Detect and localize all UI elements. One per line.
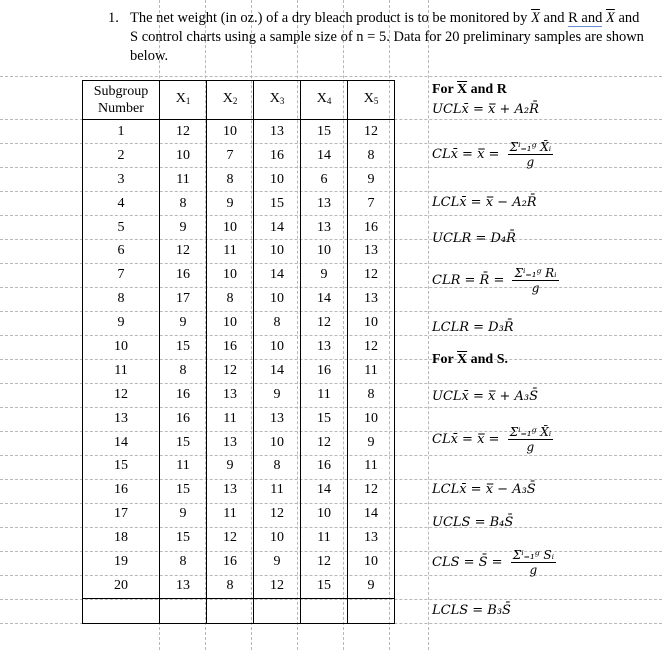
cl-s: CLS = S̄ = $\frac{\text{Σⁱ₌₁ᵍ Sᵢ}}{g}$	[432, 548, 555, 577]
value-cell: 14	[301, 287, 348, 311]
table-row	[83, 335, 395, 359]
value-cell: 10	[207, 216, 254, 240]
value-cell: 10	[207, 311, 254, 335]
value-cell: 13	[254, 407, 301, 431]
value-cell: 8	[160, 192, 207, 216]
empty-cell	[207, 598, 254, 623]
value-cell: 8	[348, 144, 395, 168]
table-row	[83, 263, 395, 287]
value-cell: 12	[301, 550, 348, 574]
subgroup-number-cell: 18	[83, 526, 160, 550]
table-body	[83, 120, 395, 624]
value-cell: 16	[301, 454, 348, 478]
value-cell: 14	[301, 144, 348, 168]
value-cell: 12	[207, 359, 254, 383]
value-cell: 10	[254, 287, 301, 311]
value-cell: 9	[348, 168, 395, 192]
table-row	[83, 431, 395, 455]
subgroup-number-cell: 8	[83, 287, 160, 311]
table-row	[83, 502, 395, 526]
value-cell: 8	[348, 383, 395, 407]
cl-r: CLR = R̄ = $\frac{\text{Σⁱ₌₁ᵍ Rᵢ}}{g}$	[432, 266, 557, 295]
problem-number: 1.	[108, 10, 119, 26]
xr-heading: For $\overline{X}$ and R	[432, 82, 507, 97]
value-cell: 12	[348, 120, 395, 144]
table-row	[83, 192, 395, 216]
subgroup-number-cell: 2	[83, 144, 160, 168]
value-cell: 15	[160, 335, 207, 359]
header-x5: $X_5$	[348, 81, 395, 120]
value-cell: 13	[207, 478, 254, 502]
value-cell: 9	[348, 431, 395, 455]
value-cell: 9	[160, 502, 207, 526]
value-cell: 10	[348, 311, 395, 335]
table-row	[83, 359, 395, 383]
value-cell: 12	[254, 574, 301, 598]
value-cell: 12	[301, 431, 348, 455]
value-cell: 10	[254, 526, 301, 550]
value-cell: 8	[254, 454, 301, 478]
subgroup-number-cell: 5	[83, 216, 160, 240]
value-cell: 7	[207, 144, 254, 168]
table-row	[83, 454, 395, 478]
value-cell: 12	[160, 239, 207, 263]
value-cell: 11	[160, 454, 207, 478]
value-cell: 11	[301, 383, 348, 407]
table-row	[83, 216, 395, 240]
value-cell: 14	[348, 502, 395, 526]
value-cell: 11	[207, 502, 254, 526]
value-cell: 12	[301, 311, 348, 335]
table-row	[83, 550, 395, 574]
lcl-xbar-s: LCLx̄ = x̿ − A₃S̄	[432, 482, 536, 497]
ucl-s: UCLS = B₄S̄	[432, 515, 514, 530]
value-cell: 13	[348, 239, 395, 263]
value-cell: 15	[160, 526, 207, 550]
value-cell: 8	[160, 359, 207, 383]
value-cell: 10	[301, 239, 348, 263]
value-cell: 16	[207, 335, 254, 359]
value-cell: 8	[207, 287, 254, 311]
value-cell: 11	[254, 478, 301, 502]
table-empty-row	[83, 598, 395, 623]
value-cell: 13	[160, 574, 207, 598]
value-cell: 13	[301, 216, 348, 240]
value-cell: 10	[254, 239, 301, 263]
value-cell: 12	[207, 526, 254, 550]
value-cell: 11	[348, 359, 395, 383]
value-cell: 15	[301, 407, 348, 431]
value-cell: 11	[160, 168, 207, 192]
subgroup-number-cell: 20	[83, 574, 160, 598]
value-cell: 11	[348, 454, 395, 478]
subgroup-number-cell: 4	[83, 192, 160, 216]
subgroup-number-cell: 11	[83, 359, 160, 383]
table-row	[83, 120, 395, 144]
value-cell: 13	[207, 431, 254, 455]
value-cell: 10	[348, 407, 395, 431]
subgroup-number-cell: 3	[83, 168, 160, 192]
value-cell: 13	[348, 526, 395, 550]
value-cell: 13	[301, 192, 348, 216]
value-cell: 11	[207, 407, 254, 431]
header-x4: $X_4$	[301, 81, 348, 120]
value-cell: 9	[160, 216, 207, 240]
table-header-row	[83, 81, 395, 120]
value-cell: 14	[254, 359, 301, 383]
table-row	[83, 478, 395, 502]
subgroup-number-cell: 15	[83, 454, 160, 478]
value-cell: 10	[207, 120, 254, 144]
cl-xbar-s: CLx̄ = x̿ = $\frac{\text{Σⁱ₌₁ᵍ X̄ᵢ}}{g}$	[432, 425, 552, 454]
subgroup-number-cell: 6	[83, 239, 160, 263]
value-cell: 16	[207, 550, 254, 574]
value-cell: 15	[254, 192, 301, 216]
value-cell: 13	[301, 335, 348, 359]
value-cell: 10	[254, 335, 301, 359]
value-cell: 11	[301, 526, 348, 550]
subgroup-number-cell: 17	[83, 502, 160, 526]
value-cell: 15	[301, 120, 348, 144]
value-cell: 9	[207, 192, 254, 216]
subgroup-number-cell: 1	[83, 120, 160, 144]
subgroup-number-cell: 14	[83, 431, 160, 455]
value-cell: 14	[254, 216, 301, 240]
subgroup-number-cell: 12	[83, 383, 160, 407]
value-cell: 12	[348, 335, 395, 359]
ucl-xbar-s: UCLx̄ = x̿ + A₃S̄	[432, 389, 539, 404]
value-cell: 9	[160, 311, 207, 335]
value-cell: 16	[160, 407, 207, 431]
xs-heading: For $\overline{X}$ and S.	[432, 352, 508, 367]
empty-cell	[83, 598, 160, 623]
value-cell: 9	[254, 383, 301, 407]
value-cell: 15	[301, 574, 348, 598]
header-subgroup-number: Subgroup Number	[83, 81, 160, 120]
value-cell: 14	[301, 478, 348, 502]
subgroup-number-cell: 9	[83, 311, 160, 335]
subgroup-number-cell: 7	[83, 263, 160, 287]
subgroup-number-cell: 16	[83, 478, 160, 502]
value-cell: 8	[207, 574, 254, 598]
table-row	[83, 311, 395, 335]
value-cell: 10	[160, 144, 207, 168]
value-cell: 12	[348, 263, 395, 287]
data-table	[82, 80, 395, 624]
value-cell: 12	[160, 120, 207, 144]
empty-cell	[301, 598, 348, 623]
value-cell: 12	[254, 502, 301, 526]
lcl-s: LCLS = B₃S̄	[432, 603, 511, 618]
value-cell: 9	[301, 263, 348, 287]
table-row	[83, 574, 395, 598]
subgroup-number-cell: 19	[83, 550, 160, 574]
value-cell: 8	[207, 168, 254, 192]
value-cell: 8	[254, 311, 301, 335]
value-cell: 13	[348, 287, 395, 311]
value-cell: 8	[160, 550, 207, 574]
subgroup-number-cell: 10	[83, 335, 160, 359]
table-row	[83, 407, 395, 431]
value-cell: 7	[348, 192, 395, 216]
table-row	[83, 144, 395, 168]
empty-cell	[160, 598, 207, 623]
value-cell: 13	[207, 383, 254, 407]
empty-cell	[348, 598, 395, 623]
table-row	[83, 168, 395, 192]
problem-text: The net weight (in oz.) of a dry bleach product is to be monitored by $\overline{X}$ and R and $\overline{X}$ and S control charts using a sample size of n = 5. Data for 20 preliminary samples are shown below.	[130, 10, 644, 64]
value-cell: 16	[301, 359, 348, 383]
ucl-xbar-r: UCLx̄ = x̿ + A₂R̄	[432, 102, 539, 117]
table-row	[83, 239, 395, 263]
header-x1: $X_1$	[160, 81, 207, 120]
value-cell: 16	[254, 144, 301, 168]
subgroup-number-cell: 13	[83, 407, 160, 431]
value-cell: 10	[348, 550, 395, 574]
table-row	[83, 383, 395, 407]
value-cell: 16	[348, 216, 395, 240]
value-cell: 16	[160, 263, 207, 287]
empty-cell	[254, 598, 301, 623]
value-cell: 11	[207, 239, 254, 263]
value-cell: 9	[348, 574, 395, 598]
value-cell: 15	[160, 431, 207, 455]
value-cell: 9	[254, 550, 301, 574]
value-cell: 9	[207, 454, 254, 478]
table-row	[83, 526, 395, 550]
value-cell: 14	[254, 263, 301, 287]
lcl-xbar-r: LCLx̄ = x̿ − A₂R̄	[432, 195, 537, 210]
value-cell: 10	[301, 502, 348, 526]
header-x2: $X_2$	[207, 81, 254, 120]
value-cell: 10	[254, 431, 301, 455]
value-cell: 13	[254, 120, 301, 144]
value-cell: 16	[160, 383, 207, 407]
value-cell: 10	[207, 263, 254, 287]
lcl-r: LCLR = D₃R̄	[432, 320, 514, 335]
value-cell: 15	[160, 478, 207, 502]
value-cell: 12	[348, 478, 395, 502]
value-cell: 6	[301, 168, 348, 192]
header-x3: $X_3$	[254, 81, 301, 120]
table-row	[83, 287, 395, 311]
value-cell: 17	[160, 287, 207, 311]
value-cell: 10	[254, 168, 301, 192]
cl-xbar-r: CLx̄ = x̿ = $\frac{\text{Σⁱ₌₁ᵍ X̄ᵢ}}{g}$	[432, 140, 552, 169]
ucl-r: UCLR = D₄R̄	[432, 231, 516, 246]
